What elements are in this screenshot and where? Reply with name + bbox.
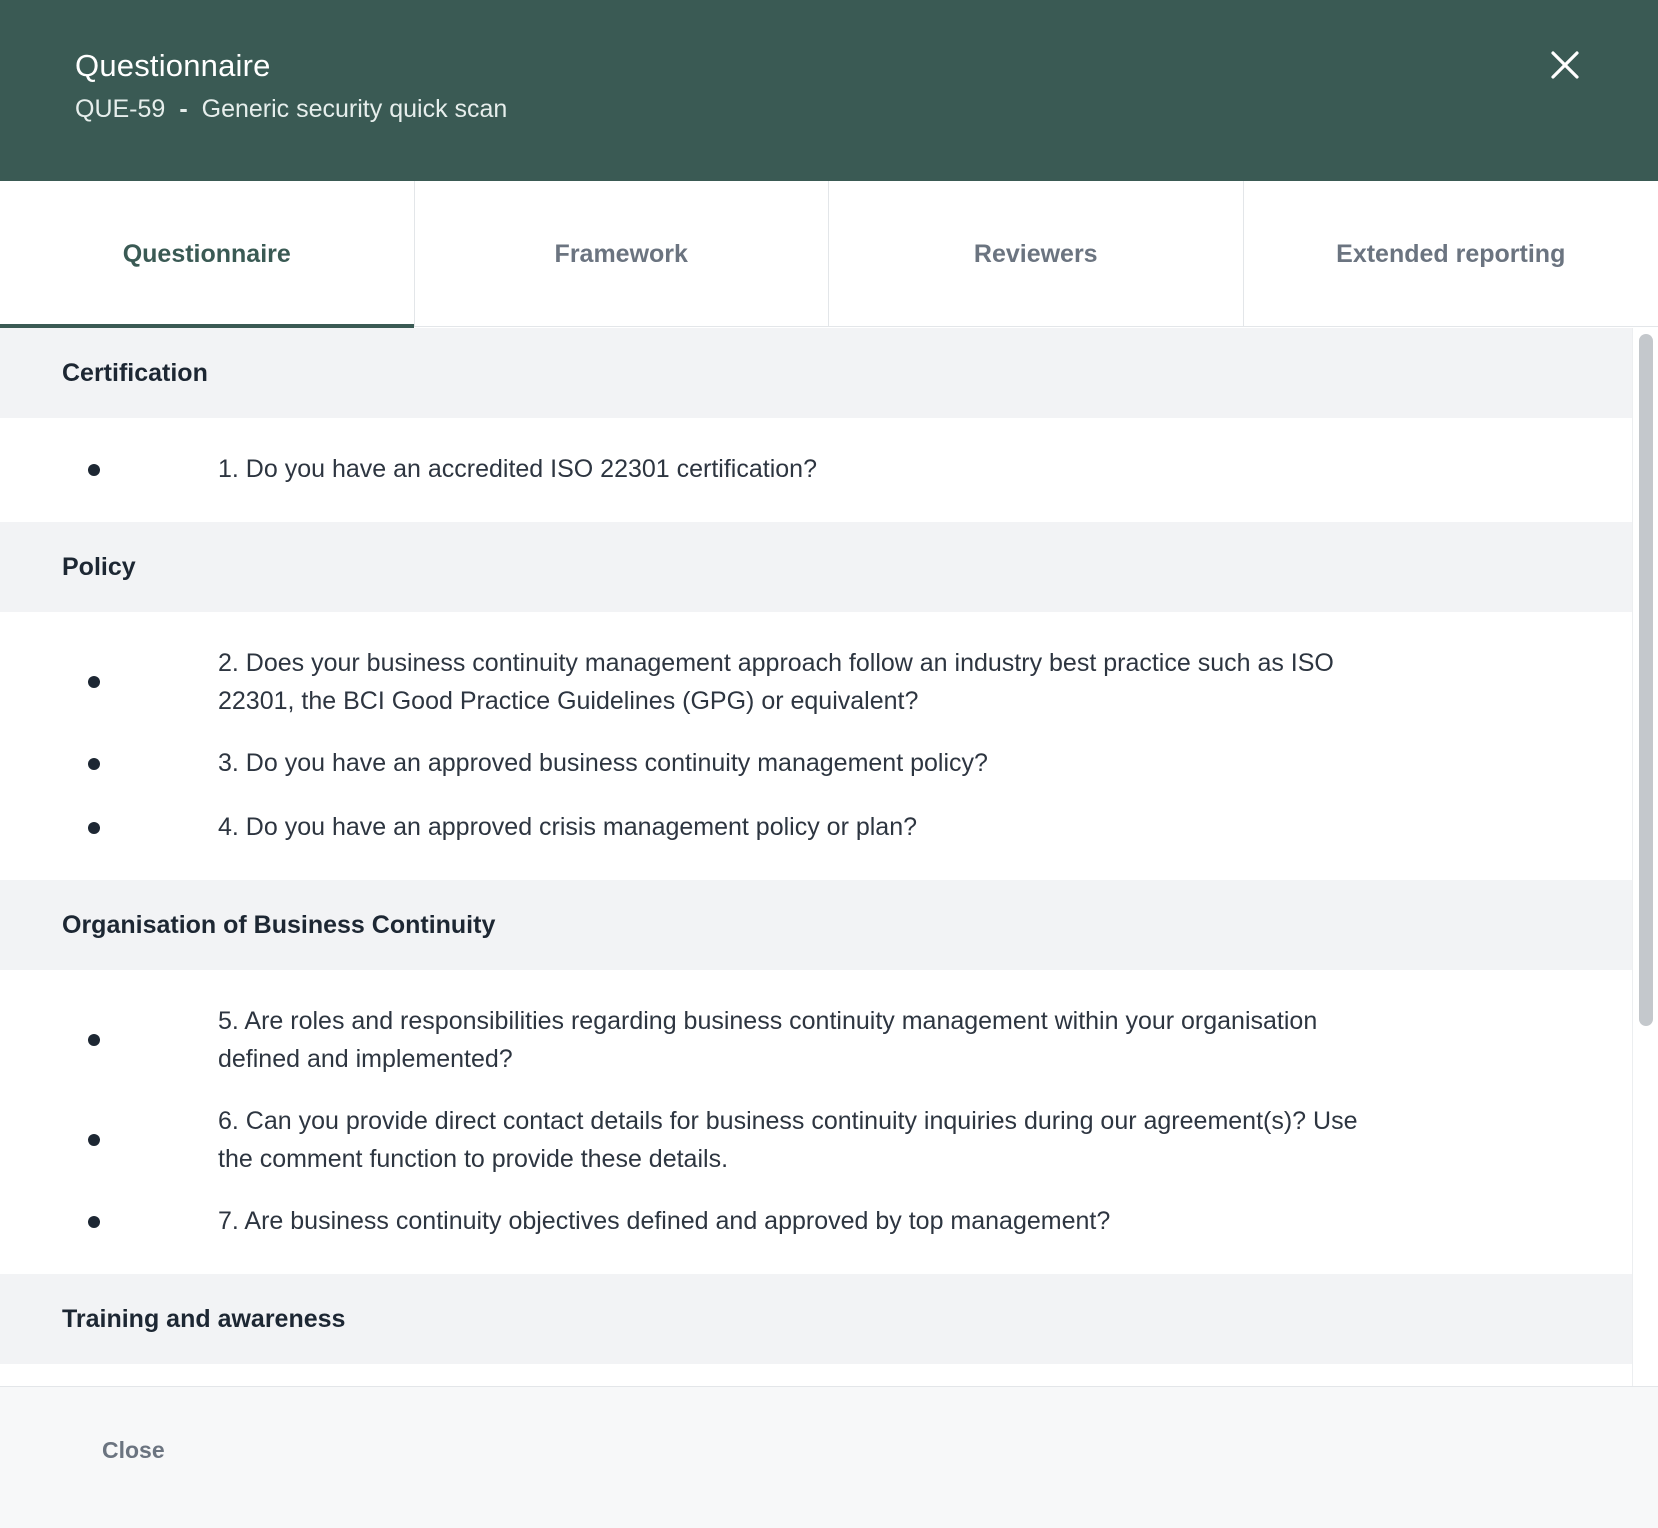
modal-title: Questionnaire xyxy=(75,48,271,83)
bullet-icon xyxy=(88,1034,100,1046)
bullet-icon xyxy=(88,1134,100,1146)
questionnaire-name: Generic security quick scan xyxy=(201,95,508,123)
question-text: 1. Do you have an accredited ISO 22301 certification? xyxy=(218,455,817,483)
bullet-icon xyxy=(88,464,100,476)
question-item xyxy=(0,632,1632,732)
section-header-certification: Certification xyxy=(0,328,1632,418)
bullet-icon xyxy=(88,758,100,770)
questionnaire-code: QUE-59 xyxy=(75,95,166,123)
modal-subtitle xyxy=(75,92,507,126)
tab-framework[interactable]: Framework xyxy=(415,181,830,327)
questionnaire-content[interactable] xyxy=(0,328,1632,1386)
section-header-organisation: Organisation of Business Continuity xyxy=(0,880,1632,970)
question-item xyxy=(0,990,1632,1090)
question-list xyxy=(0,970,1632,1274)
question-text: 6. Can you provide direct contact details for business continuity inquiries during our agreement(s)? Use the comment function to provide these details. xyxy=(218,1107,1358,1173)
question-text: 3. Do you have an approved business continuity management policy? xyxy=(218,749,988,777)
question-item xyxy=(0,796,1632,860)
question-item xyxy=(0,438,1632,502)
section-header-training: Training and awareness xyxy=(0,1274,1632,1364)
tab-questionnaire[interactable]: Questionnaire xyxy=(0,181,415,327)
close-icon[interactable] xyxy=(1540,46,1590,86)
section-header-policy: Policy xyxy=(0,522,1632,612)
question-item xyxy=(0,732,1632,796)
modal-footer xyxy=(0,1386,1658,1528)
bullet-icon xyxy=(88,676,100,688)
subtitle-separator: - xyxy=(179,95,188,123)
tab-extended-reporting[interactable]: Extended reporting xyxy=(1336,239,1566,268)
question-text: 7. Are business continuity objectives defined and approved by top management? xyxy=(218,1207,1111,1235)
question-list xyxy=(0,418,1632,522)
question-text: 5. Are roles and responsibilities regarding business continuity management within your organisation defined and implemented? xyxy=(218,1007,1318,1073)
bullet-icon xyxy=(88,822,100,834)
modal-header xyxy=(0,0,1658,181)
scrollbar-thumb[interactable] xyxy=(1639,334,1653,1026)
tab-reviewers[interactable]: Reviewers xyxy=(829,181,1244,327)
question-list xyxy=(0,612,1632,880)
tab-bar xyxy=(0,181,1658,327)
close-button[interactable]: Close xyxy=(82,1429,185,1472)
content-scrollbar[interactable] xyxy=(1632,328,1658,1386)
question-item xyxy=(0,1190,1632,1254)
question-text: 2. Does your business continuity management approach follow an industry best practice such as ISO 22301, the BCI Good Practice Guidelines (GPG) or equivalent? xyxy=(218,649,1334,715)
question-item xyxy=(0,1090,1632,1190)
bullet-icon xyxy=(88,1216,100,1228)
question-text: 4. Do you have an approved crisis management policy or plan? xyxy=(218,813,918,841)
